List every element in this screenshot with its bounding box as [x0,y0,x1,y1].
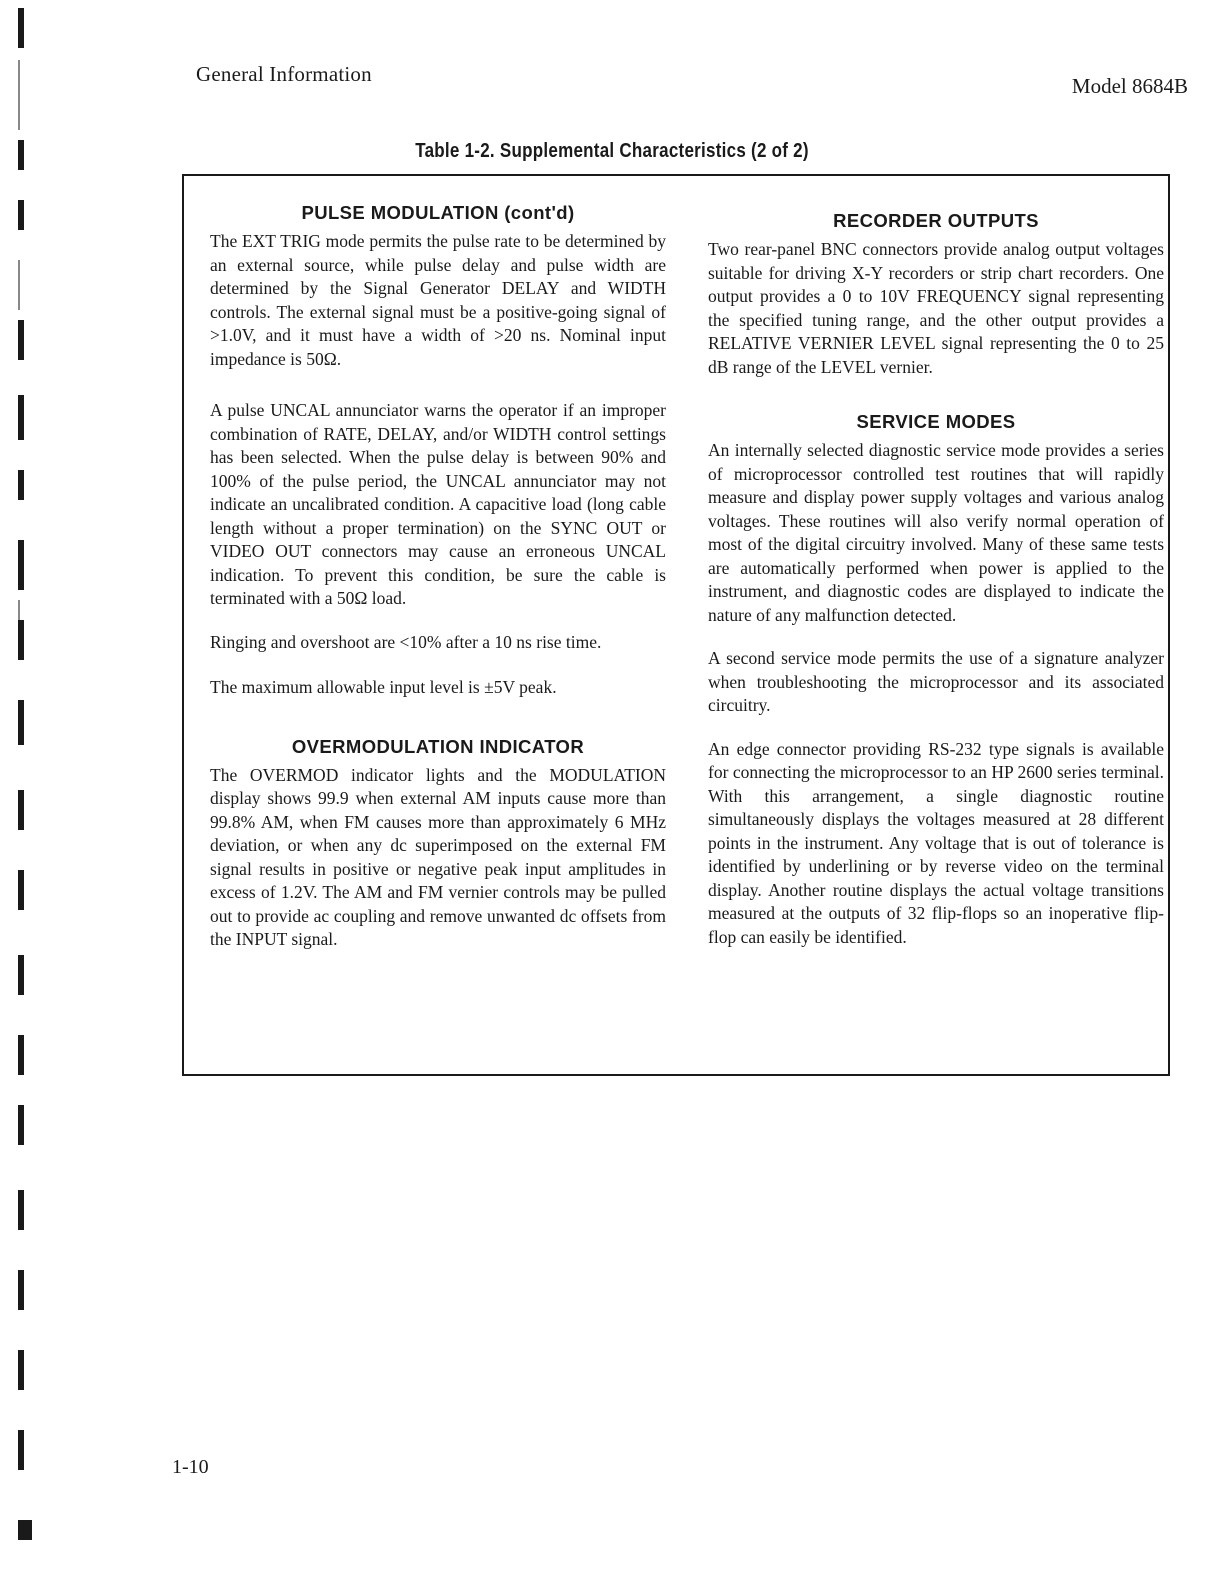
pulse-ext-trig-paragraph: The EXT TRIG mode permits the pulse rate to be determined by an external source, while pulse delay and pulse width are determined by the Signal Generator DELAY and WIDTH controls. The external signal must be a positive-going signal of >1.0V, and it must have a width of >20 ns. Nominal input impedance is 50Ω. [210,231,666,369]
recorder-outputs-heading: RECORDER OUTPUTS [833,210,1039,231]
page-number: 1-10 [172,1456,209,1478]
service-modes-rs232-paragraph: An edge connector providing RS-232 type signals is available for connecting the microprocessor to an HP 2600 series terminal. With this arrangement, a single diagnostic routine simultaneously displays the voltages measured at 28 different points in the instrument. Any voltage that is out of tolerance is identified by underlining or by reverse video on the terminal display. Another routine displays the actual voltage transitions measured at the outputs of 32 flip-flops so an inoperative flip-flop can easily be identified. [708,738,1164,947]
service-modes-diagnostic-paragraph: An internally selected diagnostic service mode provides a series of microprocessor controlled test routines that will rapidly measure and display power supply voltages and various analog voltages. These routines will also verify normal operation of most of the digital circuitry involved. Many of these same tests are automatically performed when power is applied to the instrument, and diagnostic codes are displayed to indicate the nature of any malfunction detected. [708,440,1164,625]
binding-mark [18,8,24,48]
pulse-uncal-paragraph: A pulse UNCAL annunciator warns the operator if an improper combination of RATE, DELAY, and/or WIDTH control settings has been selected. When the pulse delay is between 90% and 100% of the pulse period, the UNCAL annunciator may not indicate an uncalibrated condition. A capacitive load (long cable length without a proper termination) on the SYNC OUT or VIDEO OUT connectors may cause an erroneous UNCAL indication. To prevent this condition, be sure the cable is terminated with a 50Ω load. [210,400,666,608]
binding-edge [0,0,40,1581]
binding-mark [18,470,24,500]
binding-mark [18,260,20,310]
binding-mark [18,790,24,830]
service-modes-signature-paragraph: A second service mode permits the use of a signature analyzer when troubleshooting the microprocessor and its associated circuitry. [708,648,1164,715]
characteristics-table [182,174,1170,1076]
binding-mark [18,540,24,590]
binding-mark [18,60,20,130]
left-column [210,176,666,952]
binding-mark [18,700,24,745]
binding-mark [18,955,24,995]
overmodulation-heading: OVERMODULATION INDICATOR [291,735,585,757]
binding-mark [18,1035,24,1075]
binding-mark [18,200,24,230]
model-number: Model 8684B [1071,74,1188,98]
binding-mark [18,320,24,360]
binding-mark [18,140,24,170]
recorder-outputs-paragraph: Two rear-panel BNC connectors provide analog output voltages suitable for driving X-Y recorders or strip chart recorders. One output provides a 0 to 10V FREQUENCY signal representing the specified tuning range, and the other output provides a RELATIVE VERNIER LEVEL signal representing the 0 to 25 dB range of the LEVEL vernier. [708,239,1164,377]
pulse-modulation-heading: PULSE MODULATION (cont'd) [301,202,575,223]
binding-mark [18,1190,24,1230]
binding-mark [18,1430,24,1470]
binding-mark [18,1520,32,1540]
table-title: Table 1-2. Supplemental Characteristics (2 of 2) [415,140,809,162]
binding-mark [18,1270,24,1310]
section-title: General Information [196,62,372,86]
pulse-max-input-paragraph: The maximum allowable input level is ±5V peak. [210,677,557,697]
binding-mark [18,870,24,910]
overmodulation-paragraph: The OVERMOD indicator lights and the MODULATION display shows 99.9 when external AM inputs cause more than 99.8% AM, when FM causes more than approximately 6 MHz deviation, or when any dc superimposed on the external FM signal results in positive or negative peak input amplitudes in excess of 1.2V. The AM and FM vernier controls may be pulled out to provide ac coupling and remove unwanted dc offsets from the INPUT signal. [210,764,666,949]
binding-mark [18,1350,24,1390]
binding-mark [18,620,24,660]
binding-mark [18,395,24,440]
service-modes-heading: SERVICE MODES [856,411,1016,432]
right-column [708,176,1164,949]
pulse-ringing-paragraph: Ringing and overshoot are <10% after a 10 ns rise time. [210,631,602,652]
binding-mark [18,1105,24,1145]
